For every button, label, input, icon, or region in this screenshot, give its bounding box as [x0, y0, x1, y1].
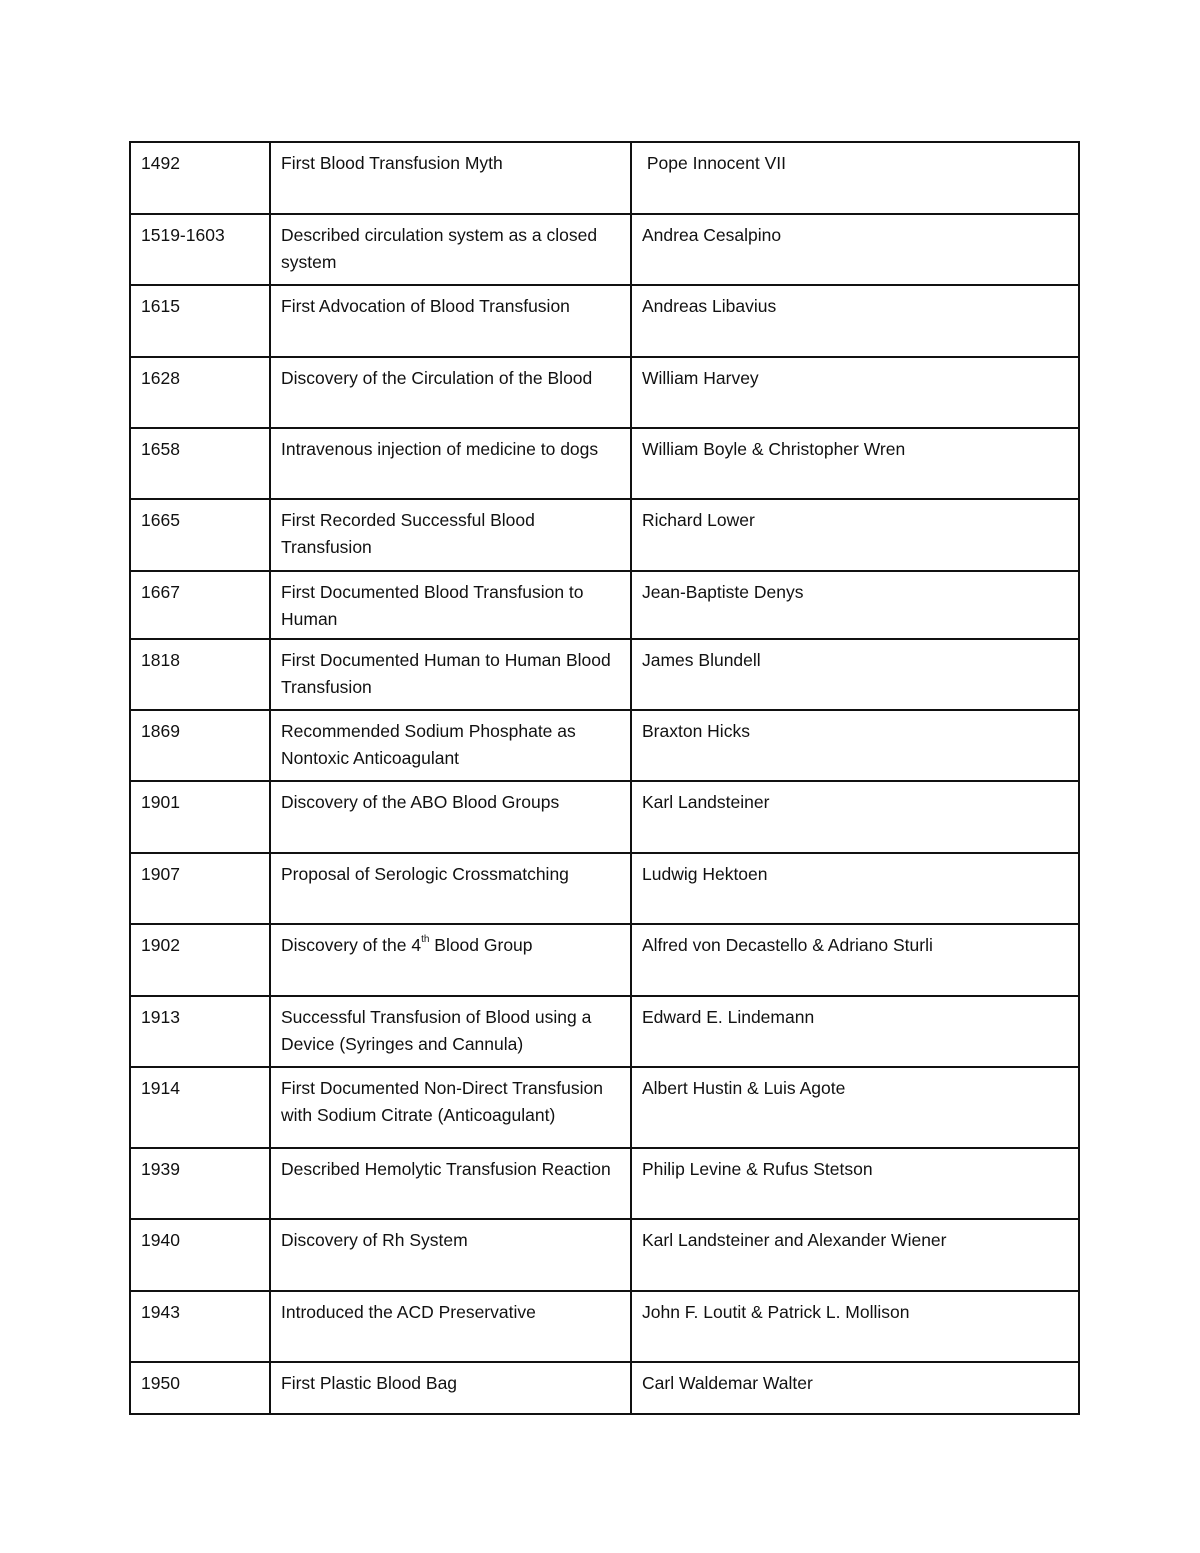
- person-cell: Philip Levine & Rufus Stetson: [631, 1148, 1079, 1219]
- event-cell: Proposal of Serologic Crossmatching: [270, 853, 631, 924]
- event-cell: [270, 924, 631, 996]
- event-cell: Introduced the ACD Preservative: [270, 1291, 631, 1362]
- table-row: [130, 428, 1079, 499]
- person-cell: Richard Lower: [631, 499, 1079, 571]
- person-cell: James Blundell: [631, 639, 1079, 710]
- year-cell: 1914: [130, 1067, 270, 1148]
- event-cell: First Plastic Blood Bag: [270, 1362, 631, 1414]
- year-cell: 1913: [130, 996, 270, 1067]
- year-cell: 1818: [130, 639, 270, 710]
- year-cell: 1658: [130, 428, 270, 499]
- person-cell: Alfred von Decastello & Adriano Sturli: [631, 924, 1079, 996]
- person-cell: William Boyle & Christopher Wren: [631, 428, 1079, 499]
- table-row: [130, 499, 1079, 571]
- year-cell: 1665: [130, 499, 270, 571]
- table-row: [130, 214, 1079, 285]
- person-cell: Ludwig Hektoen: [631, 853, 1079, 924]
- year-cell: 1907: [130, 853, 270, 924]
- event-cell: Described Hemolytic Transfusion Reaction: [270, 1148, 631, 1219]
- table-row: [130, 710, 1079, 781]
- transfusion-history-table: [129, 141, 1080, 1415]
- table-row: [130, 1219, 1079, 1291]
- person-cell: Braxton Hicks: [631, 710, 1079, 781]
- table-row: [130, 853, 1079, 924]
- table-row: [130, 1067, 1079, 1148]
- table-row: [130, 357, 1079, 428]
- event-cell: First Documented Blood Transfusion to Human: [270, 571, 631, 639]
- table-row: [130, 639, 1079, 710]
- event-cell: First Advocation of Blood Transfusion: [270, 285, 631, 357]
- table-row: [130, 571, 1079, 639]
- event-cell: Discovery of the ABO Blood Groups: [270, 781, 631, 853]
- year-cell: 1519-1603: [130, 214, 270, 285]
- event-cell: Intravenous injection of medicine to dogs: [270, 428, 631, 499]
- table-row: [130, 1148, 1079, 1219]
- event-text: Discovery of the 4: [281, 935, 422, 955]
- year-cell: 1628: [130, 357, 270, 428]
- event-cell: First Documented Human to Human Blood Transfusion: [270, 639, 631, 710]
- person-cell: Albert Hustin & Luis Agote: [631, 1067, 1079, 1148]
- year-cell: 1667: [130, 571, 270, 639]
- event-text: Blood Group: [429, 935, 533, 955]
- person-cell: Edward E. Lindemann: [631, 996, 1079, 1067]
- event-cell: Discovery of the Circulation of the Blood: [270, 357, 631, 428]
- table-row: [130, 924, 1079, 996]
- year-cell: 1869: [130, 710, 270, 781]
- year-cell: 1901: [130, 781, 270, 853]
- event-cell: Discovery of Rh System: [270, 1219, 631, 1291]
- table-row: [130, 781, 1079, 853]
- table-row: [130, 1291, 1079, 1362]
- event-cell: Successful Transfusion of Blood using a Device (Syringes and Cannula): [270, 996, 631, 1067]
- ordinal-suffix: th: [421, 934, 430, 946]
- year-cell: 1615: [130, 285, 270, 357]
- table-row: [130, 1362, 1079, 1414]
- person-cell: Andrea Cesalpino: [631, 214, 1079, 285]
- table-row: [130, 142, 1079, 214]
- person-cell: William Harvey: [631, 357, 1079, 428]
- event-cell: First Blood Transfusion Myth: [270, 142, 631, 214]
- table-row: [130, 996, 1079, 1067]
- year-cell: 1940: [130, 1219, 270, 1291]
- year-cell: 1939: [130, 1148, 270, 1219]
- person-cell: Karl Landsteiner: [631, 781, 1079, 853]
- event-cell: Recommended Sodium Phosphate as Nontoxic Anticoagulant: [270, 710, 631, 781]
- person-cell: Andreas Libavius: [631, 285, 1079, 357]
- person-cell: Jean-Baptiste Denys: [631, 571, 1079, 639]
- event-cell: Described circulation system as a closed system: [270, 214, 631, 285]
- person-cell: John F. Loutit & Patrick L. Mollison: [631, 1291, 1079, 1362]
- year-cell: 1902: [130, 924, 270, 996]
- year-cell: 1950: [130, 1362, 270, 1414]
- year-cell: 1943: [130, 1291, 270, 1362]
- year-cell: 1492: [130, 142, 270, 214]
- table-row: [130, 285, 1079, 357]
- person-cell: Karl Landsteiner and Alexander Wiener: [631, 1219, 1079, 1291]
- person-cell: Pope Innocent VII: [631, 142, 1079, 214]
- person-cell: Carl Waldemar Walter: [631, 1362, 1079, 1414]
- event-cell: First Recorded Successful Blood Transfusion: [270, 499, 631, 571]
- event-cell: First Documented Non-Direct Transfusion with Sodium Citrate (Anticoagulant): [270, 1067, 631, 1148]
